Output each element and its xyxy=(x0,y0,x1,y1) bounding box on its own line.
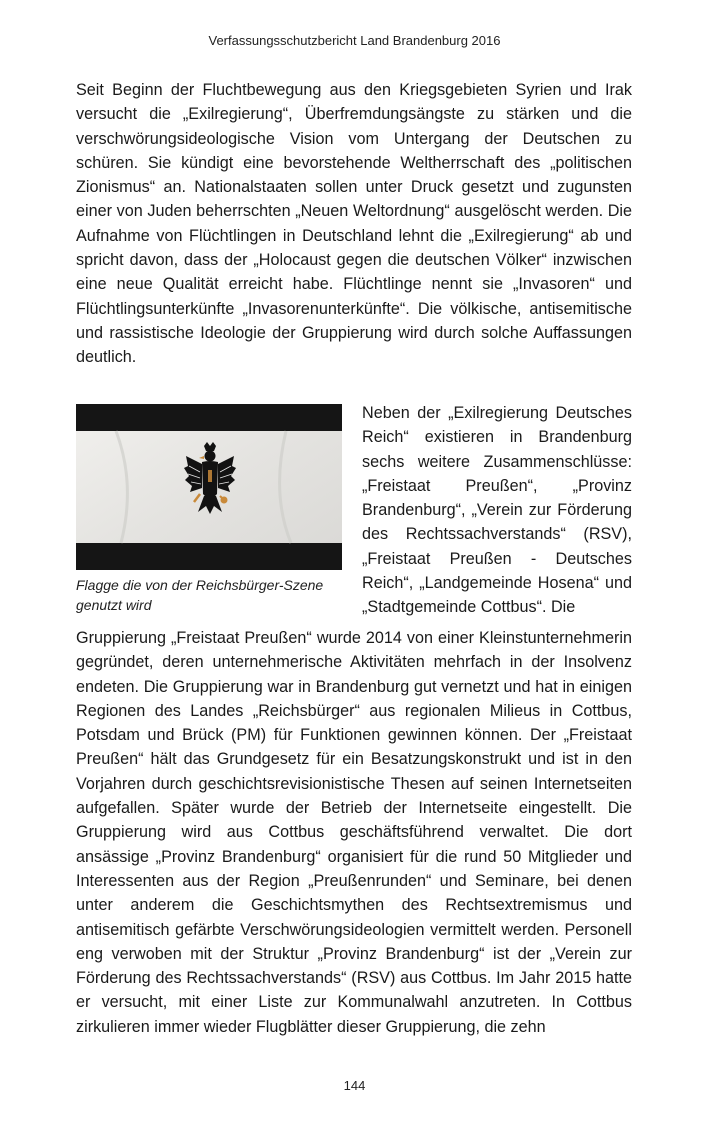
body-paragraph-1: Seit Beginn der Fluchtbewegung aus den Kriegsgebieten Syrien und Irak versucht die „Exilregierung“, Überfremdungsängste zu stärken und die verschwörungsideologische Vision vom Untergang der Deutschen zu schüren. Sie kündigt eine bevorstehende Weltherrschaft des „politischen Zionismus“ an. Nationalstaaten sollen unter Druck gesetzt und zugunsten einer von Juden beherrschten „Neuen Weltordnung“ ausgelöscht werden. Die Aufnahme von Flüchtlingen in Deutschland lehnt die „Exilregierung“ ab und spricht davon, dass der „Holocaust gegen die deutschen Völker“ inzwischen eine neue Qualität erreicht habe. Flüchtlinge nennt sie „Invasoren“ und Flüchtlingsunterkünfte „Invasorenunterkünfte“. Die völkische, antisemitische und rassistische Ideologie der Gruppierung wird durch solche Auffassungen deutlich. xyxy=(76,81,632,367)
body-paragraph-3: Gruppierung „Freistaat Preußen“ wurde 2014 von einer Kleinstunternehmerin gegründet, deren unternehmerische Aktivitäten mehrfach in der Insolvenz endeten. Die Gruppierung war in Brandenburg gut vernetzt und hat in einigen Regionen des Landes „Reichsbürger“ aus regionalen Milieus in Cottbus, Potsdam und Brück (PM) für Funktionen gewinnen können. Der „Freistaat Preußen“ hält das Grundgesetz für ein Besatzungskonstrukt und ist in den Vorjahren durch geschichtsrevisionistische Thesen auf seinen Internetseiten aufgefallen. Später wurde der Betrieb der Internetseite eingestellt. Die Gruppierung wird aus Cottbus geschäftsführend verwaltet. Die dort ansässige „Provinz Brandenburg“ organisiert für die rund 50 Mitglieder und Interessenten aus der Region „Preußenrunden“ und Seminare, bei denen unter anderem die Geschichtsmythen des Rechtsextremismus und antisemitisch gefärbte Verschwörungsideologien vermittelt werden. Personell eng verwoben mit der Struktur „Provinz Brandenburg“ ist der „Verein zur Förderung des Rechtssachverstands“ (RSV) aus Cottbus. Im Jahr 2015 hatte er versucht, mit einer Liste zur Kommunalwahl anzutreten. In Cottbus zirkulieren immer wieder Flugblätter dieser Gruppierung, die zehn xyxy=(76,629,632,1036)
flag-top-stripe xyxy=(76,404,342,431)
flag-photo xyxy=(76,404,342,570)
body-paragraph-2: Neben der „Exilregierung Deutsches Reich“ existieren in Brandenburg sechs weitere Zusammenschlüsse: „Freistaat Preußen“, „Provinz Brandenburg“, „Verein zur Förderung des Rechtssachverstands“ (RSV), „Freistaat Preußen - Deutsches Reich“, „Landgemeinde Hosena“ und „Stadtgemeinde Cottbus“. Die xyxy=(362,404,632,617)
running-header: Verfassungsschutzbericht Land Brandenburg 2016 xyxy=(208,33,501,48)
flag-bottom-stripe xyxy=(76,543,342,570)
page-number: 144 xyxy=(343,1078,366,1093)
figure-caption: Flagge die von der Reichsbürger-Szene genutzt wird xyxy=(76,577,324,613)
